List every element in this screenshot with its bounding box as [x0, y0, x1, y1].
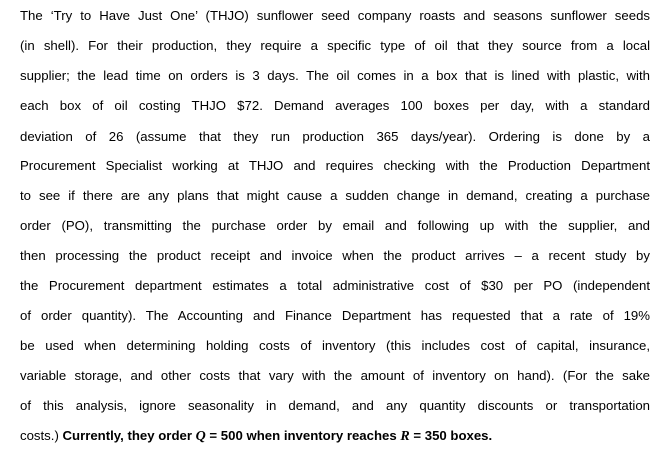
reorder-point-value: = 350 boxes.	[409, 428, 493, 443]
text-line-4: each box of oil costing THJO $72. Demand averages 100 boxes per day, with a standard	[20, 98, 650, 113]
text-line-7: to see if there are any plans that might cause a sudden change in demand, creating a purchase	[20, 188, 650, 203]
reorder-point-variable: R	[400, 429, 410, 444]
order-quantity-value: = 500 when inventory reaches	[205, 428, 401, 443]
text-line-2: (in shell). For their production, they require a specific type of oil that they source from a local	[20, 38, 650, 53]
text-line-10: the Procurement department estimates a total administrative cost of $30 per PO (independent	[20, 278, 650, 293]
order-quantity-variable: Q	[195, 429, 206, 444]
text-line-12: be used when determining holding costs of inventory (this includes cost of capital, insurance,	[20, 338, 650, 353]
text-line-14: of this analysis, ignore seasonality in demand, and any quantity discounts or transportation	[20, 398, 650, 413]
text-line-3: supplier; the lead time on orders is 3 days. The oil comes in a box that is lined with plastic, with	[20, 68, 650, 83]
text-line-9: then processing the product receipt and invoice when the product arrives – a recent study by	[20, 248, 650, 263]
text-line-8: order (PO), transmitting the purchase order by email and following up with the supplier, and	[20, 218, 650, 233]
text-line-6: Procurement Specialist working at THJO and requires checking with the Production Department	[20, 158, 650, 173]
text-line-15	[20, 426, 650, 446]
text-line-13: variable storage, and other costs that vary with the amount of inventory on hand). (For the sake	[20, 368, 650, 383]
text-line-5: deviation of 26 (assume that they run production 365 days/year). Ordering is done by a	[20, 129, 650, 144]
text-line-11: of order quantity). The Accounting and Finance Department has requested that a rate of 19%	[20, 308, 650, 323]
current-policy-text: Currently, they order	[62, 428, 196, 443]
final-line-prefix: costs.)	[20, 428, 63, 443]
text-line-1: The ‘Try to Have Just One’ (THJO) sunflower seed company roasts and seasons sunflower seeds	[20, 8, 650, 23]
